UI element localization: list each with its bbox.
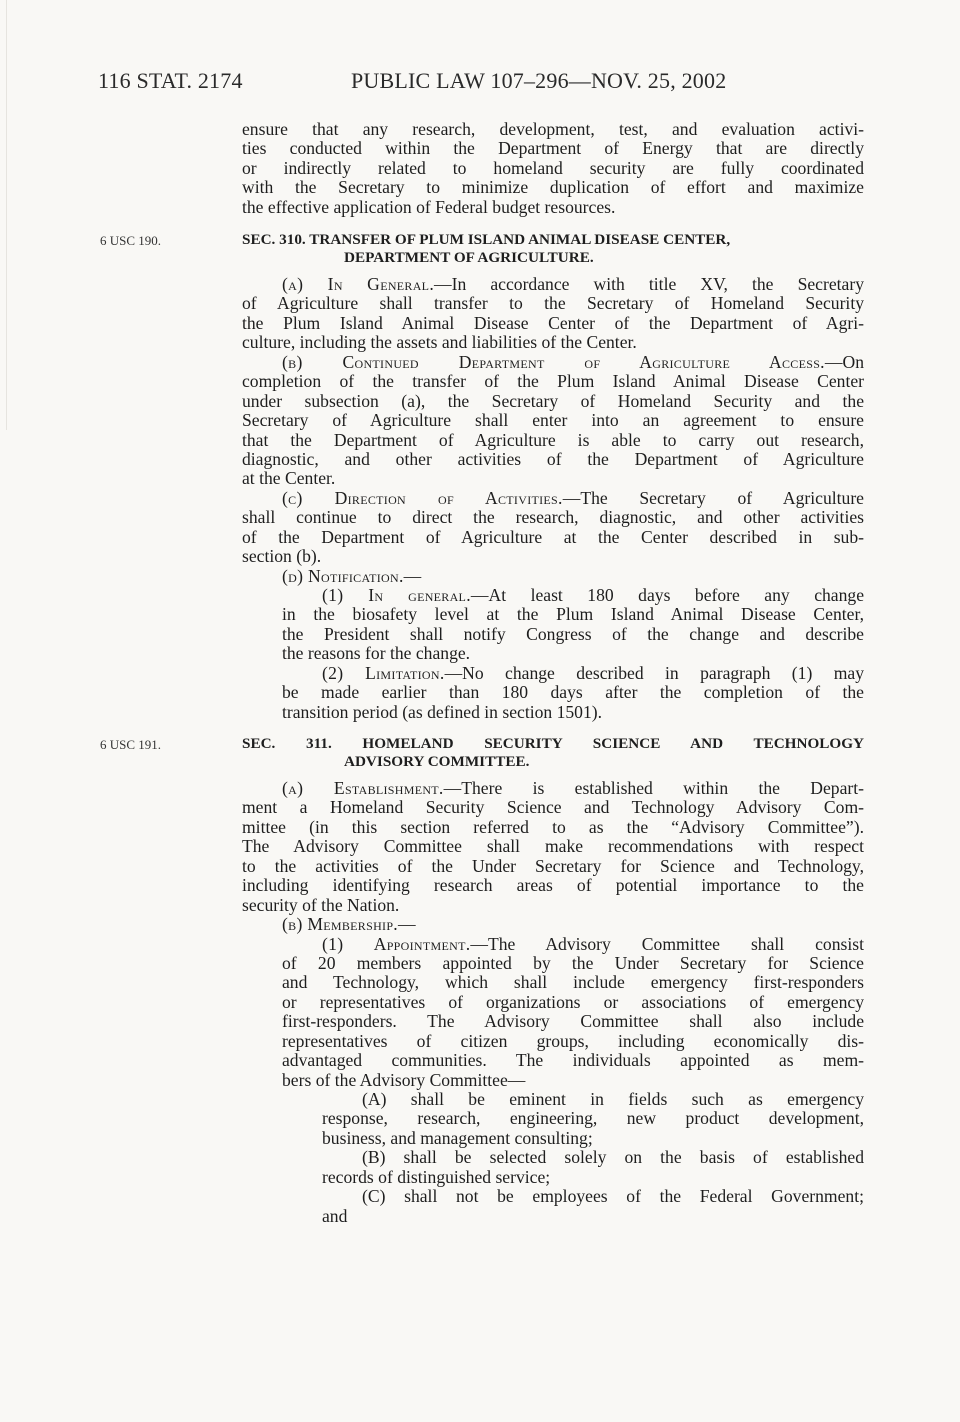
text-line: section (b).	[242, 546, 322, 567]
paragraph-label: (1) Appointment.	[322, 933, 471, 954]
clause-B-first-line: (B) shall be selected solely on the basis of established	[362, 1147, 864, 1168]
text-line: be made earlier than 180 days after the completion of the	[282, 682, 864, 703]
text-line: The Advisory Committee shall make recommendations with respect	[242, 836, 864, 857]
text-line: ment a Homeland Security Science and Technology Advisory Com-	[242, 797, 864, 818]
section-310-body	[242, 275, 864, 722]
paragraph-1-first-line: (1) In general.—At least 180 days before any change	[322, 585, 865, 605]
text-line: shall continue to direct the research, diagnostic, and other activities	[242, 507, 864, 528]
section-heading-line: DEPARTMENT OF AGRICULTURE.	[344, 249, 594, 266]
subsection-label: (b) Membership.	[282, 914, 399, 935]
text-line: transition period (as defined in section 1501).	[282, 701, 603, 722]
text-line: with the Secretary to minimize duplication of effort and maximize	[242, 177, 864, 198]
clause-A-first-line: (A) shall be eminent in fields such as emergency	[362, 1089, 864, 1109]
margin-note-usc-190: 6 USC 190.	[100, 233, 162, 248]
text-line: response, research, engineering, new product development,	[322, 1108, 864, 1129]
text-line: of the Department of Agriculture at the Center described in sub-	[242, 526, 864, 547]
subsection-b-first-line: (b) Continued Department of Agriculture Access.—On	[282, 351, 864, 372]
text-line: mittee (in this section referred to as the “Advisory Committee”).	[242, 816, 864, 837]
carryover-paragraph	[242, 120, 864, 217]
scan-edge-line	[6, 0, 7, 430]
section-311-heading	[242, 735, 864, 771]
public-law-date: PUBLIC LAW 107–296—NOV. 25, 2002	[351, 68, 727, 93]
text-line: records of distinguished service;	[322, 1166, 551, 1187]
text-line: the effective application of Federal budget resources.	[242, 196, 616, 217]
text-line: or indirectly related to homeland security are fully coordinated	[242, 157, 864, 178]
section-heading-line: SEC. 311. HOMELAND SECURITY SCIENCE AND TECHNOLOGY	[242, 735, 864, 752]
subsection-d-first-line: (d) Notification.—	[282, 565, 422, 586]
paragraph-label: (1) In general.	[322, 585, 471, 605]
text-line: diagnostic, and other activities of the Department of Agriculture	[242, 448, 864, 469]
paragraph-2-first-line: (2) Limitation.—No change described in paragraph (1) may	[322, 662, 864, 683]
text-line: at the Center.	[242, 468, 336, 489]
text-line: advantaged communities. The individuals appointed as mem-	[282, 1050, 864, 1071]
section-311-body	[242, 779, 864, 1226]
subsection-label: (a) In General.	[282, 274, 435, 294]
subsection-label: (c) Direction of Activities.	[282, 487, 563, 508]
stat-page-number: 116 STAT. 2174	[98, 68, 243, 93]
text-line: of Agriculture shall transfer to the Secretary of Homeland Security	[242, 293, 864, 314]
subsection-label: (b) Continued Department of Agriculture Access.	[282, 351, 825, 372]
text-line: to the activities of the Under Secretary for Science and Technology,	[242, 855, 864, 876]
subsection-b-first-line: (b) Membership.—	[282, 914, 416, 935]
section-310-heading	[242, 231, 864, 267]
text-line: under subsection (a), the Secretary of Homeland Security and the	[242, 390, 864, 411]
text-line: including identifying research areas of potential importance to the	[242, 875, 864, 896]
text-line: the President shall notify Congress of the change and describe	[282, 623, 864, 644]
text-line: and Technology, which shall include emergency first-responders	[282, 972, 864, 993]
text-line: security of the Nation.	[242, 894, 400, 915]
text-line: and	[322, 1205, 348, 1226]
margin-note-usc-191: 6 USC 191.	[100, 737, 162, 752]
text-line: bers of the Advisory Committee—	[282, 1069, 526, 1090]
text-line: Secretary of Agriculture shall enter into an agreement to ensure	[242, 410, 864, 431]
text-line: culture, including the assets and liabilities of the Center.	[242, 332, 637, 353]
subsection-label: (a) Establishment.	[282, 778, 444, 798]
subsection-a-first-line: (a) In General.—In accordance with title XV, the Secretary	[282, 274, 864, 294]
text-line: business, and management consulting;	[322, 1127, 593, 1148]
clause-C-first-line: (C) shall not be employees of the Federal Government;	[362, 1186, 864, 1207]
paragraph-1-first-line: (1) Appointment.—The Advisory Committee shall consist	[322, 933, 865, 954]
text-line: or representatives of organizations or associations of emergency	[282, 991, 864, 1012]
text-line: in the biosafety level at the Plum Island Animal Disease Center,	[282, 604, 864, 625]
section-heading-line: ADVISORY COMMITTEE.	[344, 753, 530, 770]
text-line: representatives of citizen groups, including economically dis-	[282, 1030, 864, 1051]
text-line: ensure that any research, development, test, and evaluation activi-	[242, 119, 864, 139]
text-line: that the Department of Agriculture is able to carry out research,	[242, 429, 864, 450]
text-line: of 20 members appointed by the Under Secretary for Science	[282, 952, 864, 973]
running-head	[98, 68, 868, 98]
subsection-label: (d) Notification.	[282, 565, 404, 586]
text-line: the Plum Island Animal Disease Center of the Department of Agri-	[242, 312, 864, 333]
text-line: ties conducted within the Department of Energy that are directly	[242, 138, 864, 159]
subsection-c-first-line: (c) Direction of Activities.—The Secretary of Agriculture	[282, 487, 864, 508]
paragraph-label: (2) Limitation.	[322, 662, 445, 683]
subsection-a-first-line: (a) Establishment.—There is established within the Depart-	[282, 778, 865, 798]
section-heading-line: SEC. 310. TRANSFER OF PLUM ISLAND ANIMAL DISEASE CENTER,	[242, 231, 731, 248]
text-line: the reasons for the change.	[282, 643, 471, 664]
text-line: first-responders. The Advisory Committee shall also include	[282, 1011, 864, 1032]
text-line: completion of the transfer of the Plum Island Animal Disease Center	[242, 371, 864, 392]
